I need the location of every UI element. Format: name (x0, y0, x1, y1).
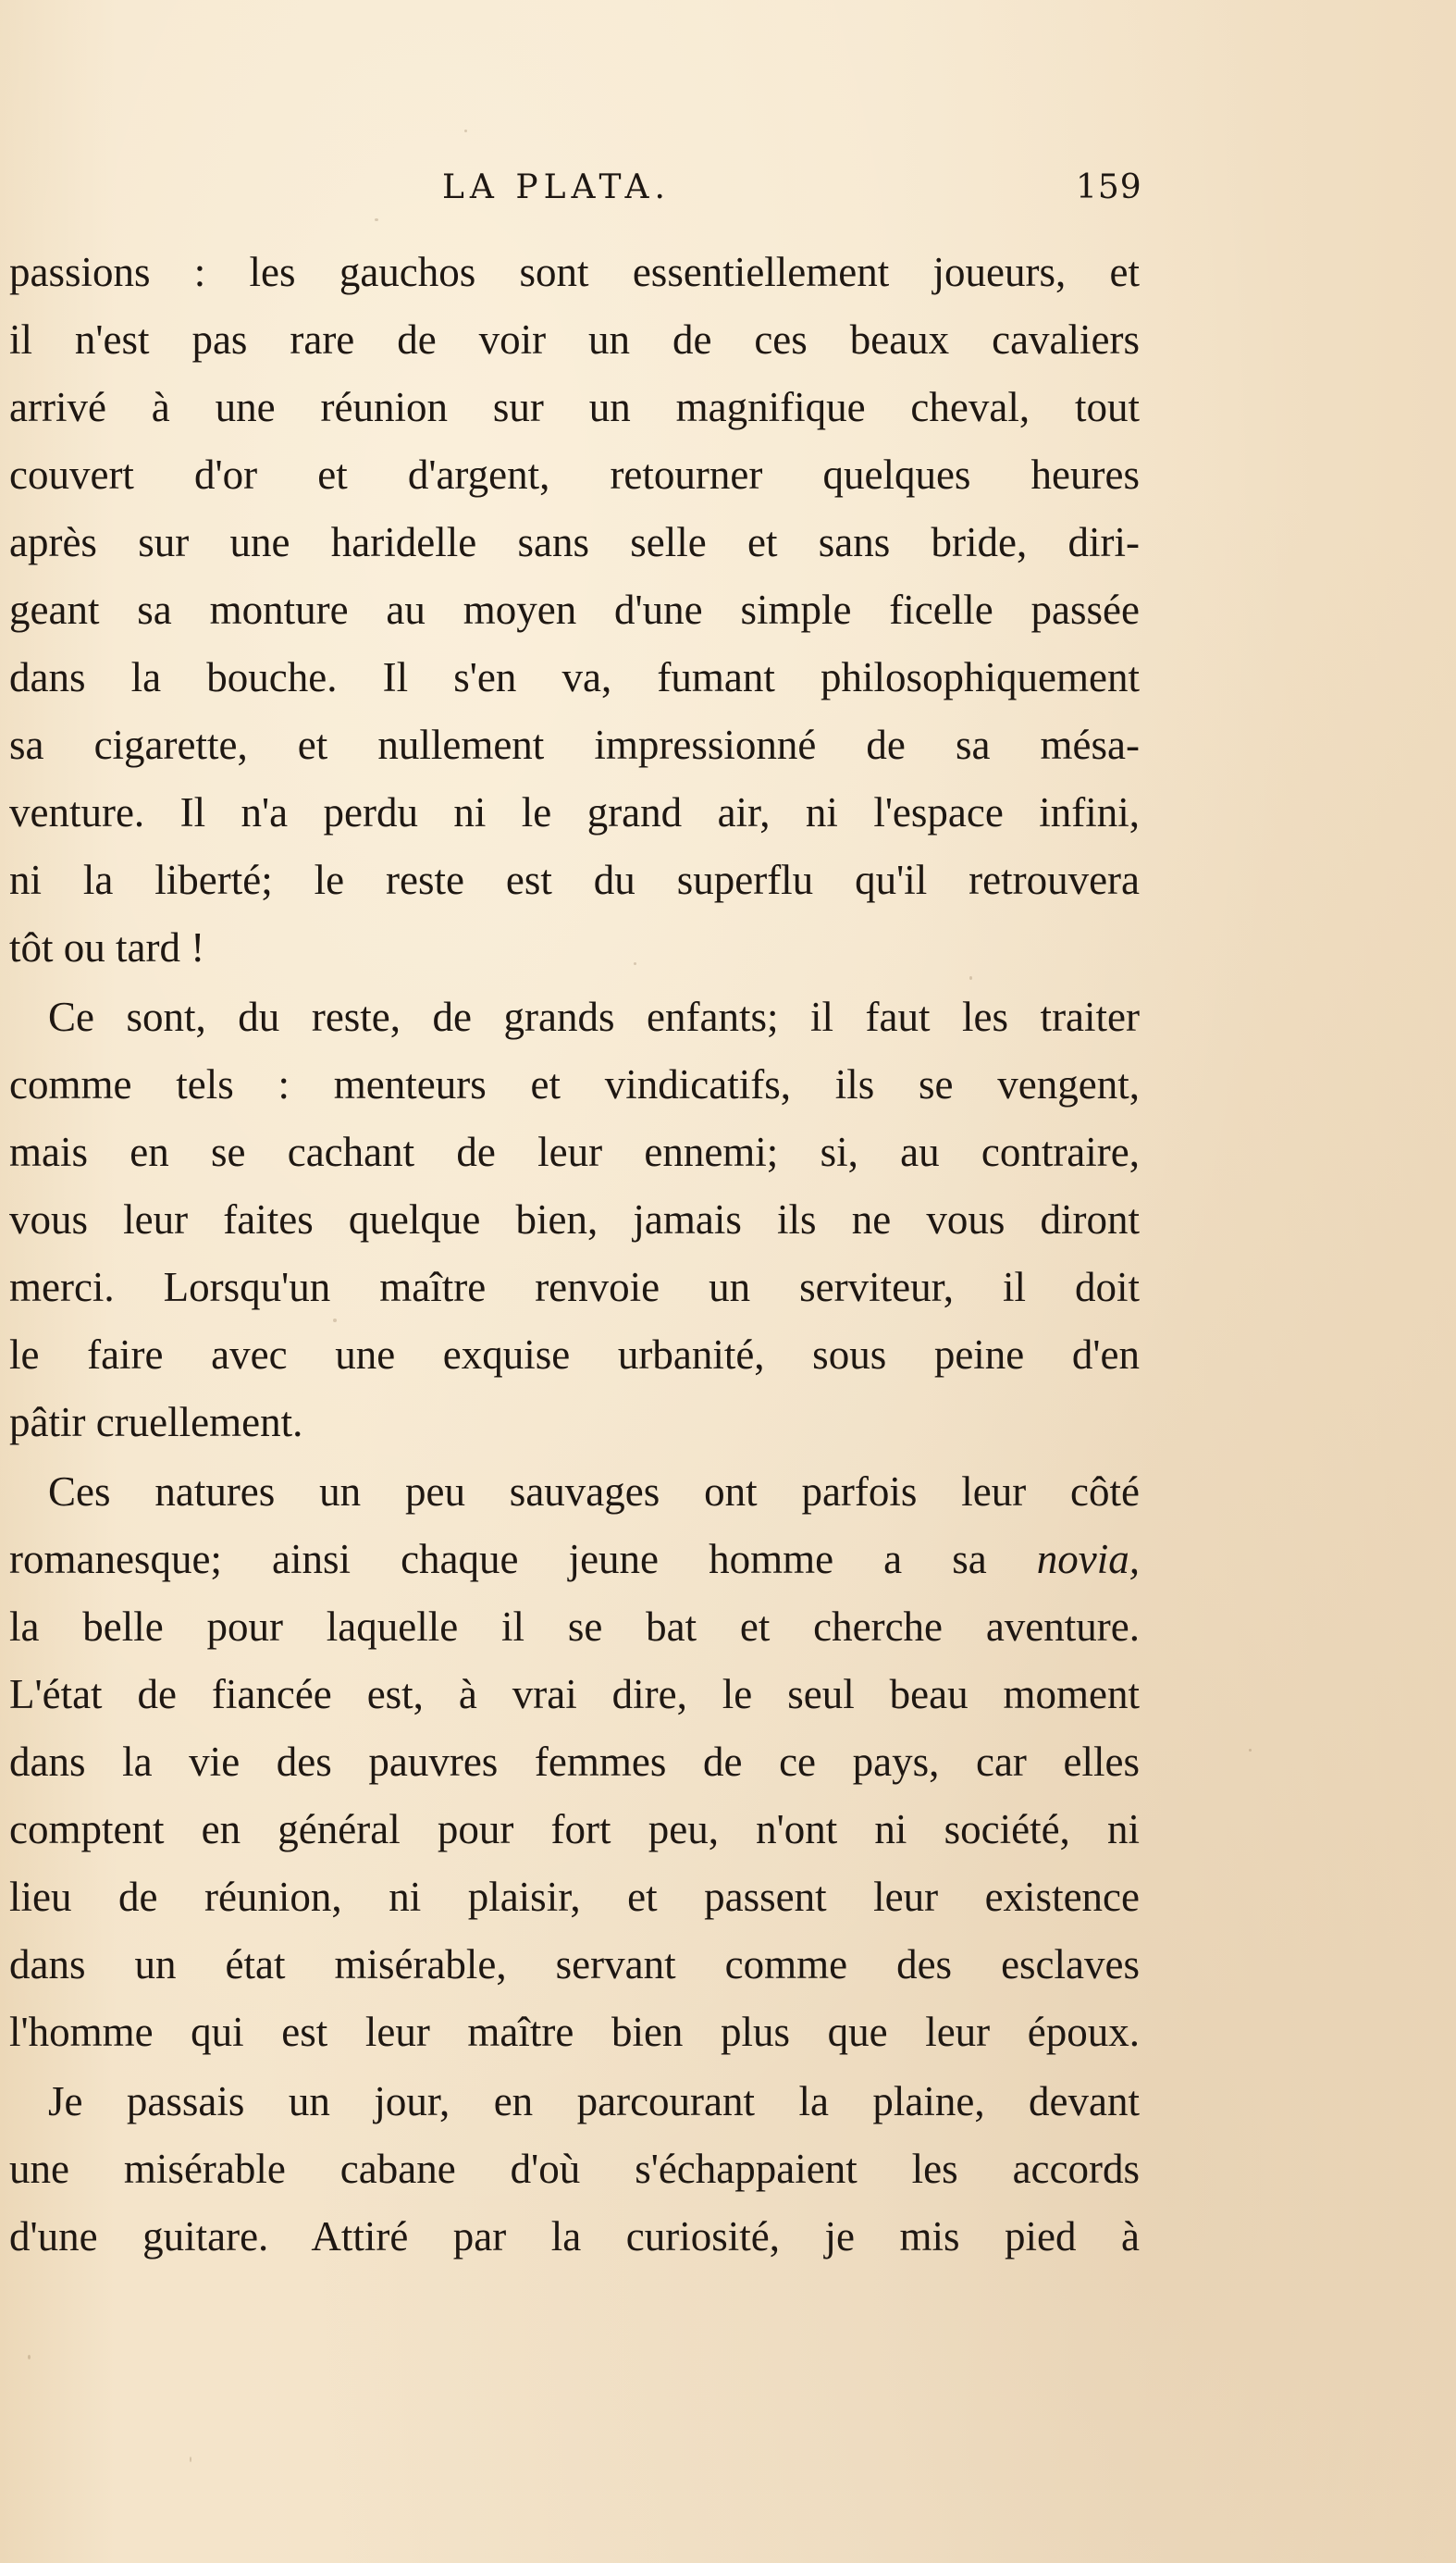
paragraph-start-line: Je passais un jour, en parcourant la plaine, devant (48, 2078, 1140, 2124)
paper-speck (375, 218, 378, 221)
text-line-with-italic (9, 1526, 1140, 1593)
paper-speck (1249, 1749, 1252, 1752)
paper-speck (464, 130, 467, 132)
text-line: arrivé à une réunion sur un magnifique cheval, tout (9, 384, 1140, 430)
text-line: dans un état misérable, servant comme des esclaves (9, 1941, 1140, 1987)
text-line: lieu de réunion, ni plaisir, et passent leur existence (9, 1874, 1140, 1920)
running-title: LA PLATA. (442, 168, 671, 206)
text-line: après sur une haridelle sans selle et sans bride, diri- (9, 519, 1140, 565)
running-head (0, 168, 1456, 215)
text-line: venture. Il n'a perdu ni le grand air, ni l'espace infini, (9, 789, 1140, 836)
paper-speck (969, 976, 972, 980)
text-line: merci. Lorsqu'un maître renvoie un serviteur, il doit (9, 1264, 1140, 1310)
page-number: 159 (1076, 168, 1142, 206)
body-text (9, 239, 1140, 2271)
paper-speck (634, 962, 636, 965)
text-line: tôt ou tard ! (9, 924, 205, 971)
paragraph-start-line: Ce sont, du reste, de grands enfants; il faut les traiter (48, 994, 1140, 1040)
text-line: dans la bouche. Il s'en va, fumant philosophiquement (9, 654, 1140, 700)
paper-speck (28, 2355, 31, 2359)
paper-speck (190, 2457, 191, 2462)
line-text: romanesque; ainsi chaque jeune homme a sa (9, 1536, 987, 1582)
italic-word: novia, (1036, 1536, 1140, 1582)
text-line: passions : les gauchos sont essentiellement joueurs, et (9, 249, 1140, 295)
text-line: comptent en général pour fort peu, n'ont ni société, ni (9, 1806, 1140, 1852)
paper-speck (333, 1319, 337, 1322)
text-line: le faire avec une exquise urbanité, sous peine d'en (9, 1331, 1140, 1378)
text-line: sa cigarette, et nullement impressionné de sa mésa- (9, 722, 1140, 768)
text-line: couvert d'or et d'argent, retourner quelques heures (9, 452, 1140, 498)
paragraph-start-line: Ces natures un peu sauvages ont parfois leur côté (48, 1468, 1140, 1515)
text-line: l'homme qui est leur maître bien plus que leur époux. (9, 2009, 1140, 2055)
text-line: vous leur faites quelque bien, jamais ils ne vous diront (9, 1196, 1140, 1243)
text-line: la belle pour laquelle il se bat et cherche aventure. (9, 1603, 1140, 1650)
text-line: comme tels : menteurs et vindicatifs, ils se vengent, (9, 1061, 1140, 1108)
text-line: geant sa monture au moyen d'une simple ficelle passée (9, 587, 1140, 633)
text-line: pâtir cruellement. (9, 1399, 303, 1445)
text-line: ni la liberté; le reste est du superflu qu'il retrouvera (9, 857, 1140, 903)
text-line: L'état de fiancée est, à vrai dire, le seul beau moment (9, 1671, 1140, 1717)
text-line: une misérable cabane d'où s'échappaient les accords (9, 2146, 1140, 2192)
text-line: mais en se cachant de leur ennemi; si, au contraire, (9, 1129, 1140, 1175)
text-line: dans la vie des pauvres femmes de ce pays, car elles (9, 1739, 1140, 1785)
text-line: d'une guitare. Attiré par la curiosité, je mis pied à (9, 2213, 1140, 2260)
text-line: il n'est pas rare de voir un de ces beaux cavaliers (9, 316, 1140, 363)
